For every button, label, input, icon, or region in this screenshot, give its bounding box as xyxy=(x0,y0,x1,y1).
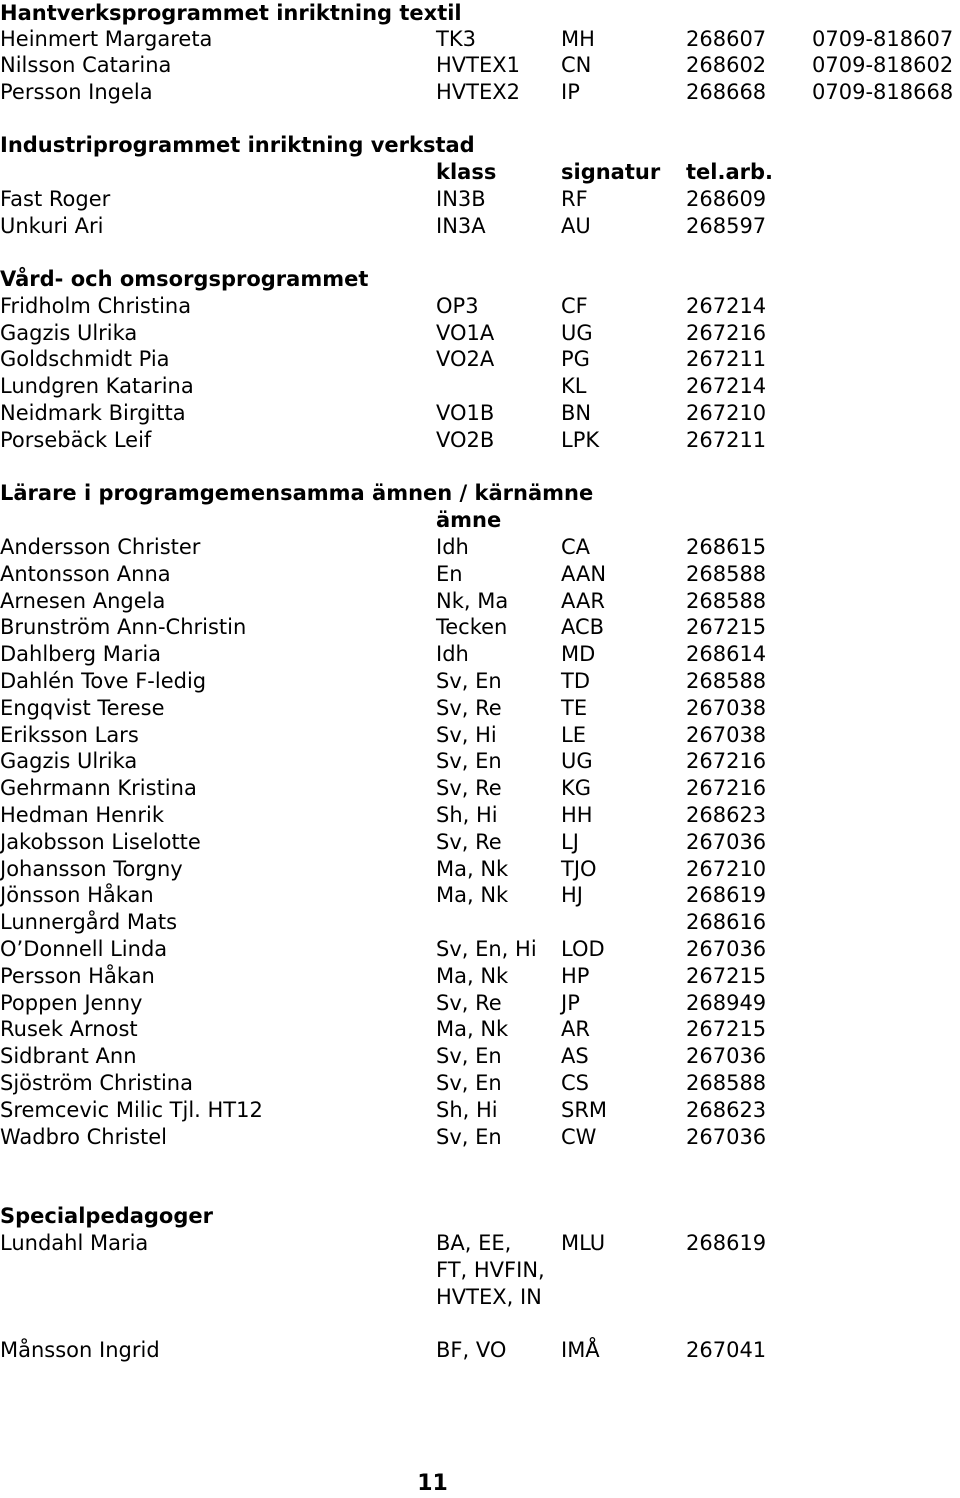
phone-work: 268623 xyxy=(686,1098,767,1122)
phone-work: 268588 xyxy=(686,669,767,693)
class-or-subject: Ma, Nk xyxy=(436,883,509,907)
column-headers xyxy=(0,159,960,186)
class-or-subject: OP3 xyxy=(436,294,479,318)
class-or-subject: Ma, Nk xyxy=(436,1017,509,1041)
section-title xyxy=(0,0,960,27)
table-row xyxy=(0,829,960,856)
class-or-subject: VO2B xyxy=(436,428,495,452)
phone-work: 268668 xyxy=(686,80,767,104)
section-title xyxy=(0,1203,960,1230)
person-name: Wadbro Christel xyxy=(0,1125,168,1149)
person-name: Sidbrant Ann xyxy=(0,1044,137,1068)
signature: JP xyxy=(561,991,580,1015)
table-row xyxy=(0,936,960,963)
class-or-subject: Sv, En xyxy=(436,1125,502,1149)
phone-work: 267215 xyxy=(686,1017,767,1041)
phone-mobile: 0709-818602 xyxy=(812,53,954,77)
table-row xyxy=(0,1043,960,1070)
phone-work: 267214 xyxy=(686,374,767,398)
person-name: Persson Håkan xyxy=(0,964,155,988)
person-name: Engqvist Terese xyxy=(0,696,165,720)
phone-work: 268619 xyxy=(686,883,767,907)
phone-work: 267214 xyxy=(686,294,767,318)
class-or-subject: HVTEX, IN xyxy=(436,1285,542,1309)
signature: ACB xyxy=(561,615,605,639)
section-title-text: Hantverksprogrammet inriktning textil xyxy=(0,1,462,25)
person-name: Jönsson Håkan xyxy=(0,883,154,907)
signature: IMÅ xyxy=(561,1338,600,1362)
person-name: Unkuri Ari xyxy=(0,214,104,238)
signature: HP xyxy=(561,964,590,988)
phone-work: 267216 xyxy=(686,776,767,800)
person-name: Hedman Henrik xyxy=(0,803,165,827)
section-title-text: Industriprogrammet inriktning verkstad xyxy=(0,133,475,157)
person-name: Porsebäck Leif xyxy=(0,428,152,452)
table-row xyxy=(0,1124,960,1151)
phone-work: 267210 xyxy=(686,401,767,425)
table-row xyxy=(0,293,960,320)
person-name: Sjöström Christina xyxy=(0,1071,193,1095)
person-name: Antonsson Anna xyxy=(0,562,171,586)
signature: AAN xyxy=(561,562,607,586)
table-row xyxy=(0,588,960,615)
table-row xyxy=(0,79,960,106)
person-name: Andersson Christer xyxy=(0,535,201,559)
column-header-class-or-subject: ämne xyxy=(436,508,502,532)
section-title xyxy=(0,266,960,293)
class-or-subject: Sv, Re xyxy=(436,991,502,1015)
section-title-text: Vård- och omsorgsprogrammet xyxy=(0,267,369,291)
signature: AAR xyxy=(561,589,605,613)
phone-work: 267038 xyxy=(686,696,767,720)
table-row xyxy=(0,1070,960,1097)
signature: CN xyxy=(561,53,592,77)
table-row xyxy=(0,1284,960,1311)
person-name: Gagzis Ulrika xyxy=(0,321,138,345)
phone-work: 267041 xyxy=(686,1338,767,1362)
person-name: Goldschmidt Pia xyxy=(0,347,170,371)
phone-mobile: 0709-818668 xyxy=(812,80,954,104)
signature: HH xyxy=(561,803,593,827)
person-name: Eriksson Lars xyxy=(0,723,139,747)
table-row xyxy=(0,882,960,909)
class-or-subject: Tecken xyxy=(436,615,508,639)
class-or-subject: Sv, Re xyxy=(436,696,502,720)
section-title-text: Specialpedagoger xyxy=(0,1204,213,1228)
class-or-subject: HVTEX1 xyxy=(436,53,520,77)
phone-work: 267211 xyxy=(686,347,767,371)
signature: RF xyxy=(561,187,588,211)
table-row xyxy=(0,775,960,802)
table-row xyxy=(0,802,960,829)
signature: MH xyxy=(561,27,595,51)
signature: BN xyxy=(561,401,592,425)
table-row xyxy=(0,1097,960,1124)
phone-work: 267216 xyxy=(686,749,767,773)
phone-work: 268615 xyxy=(686,535,767,559)
phone-work: 267036 xyxy=(686,937,767,961)
signature: MLU xyxy=(561,1231,606,1255)
phone-work: 267215 xyxy=(686,615,767,639)
signature: TJO xyxy=(561,857,597,881)
person-name: Sremcevic Milic Tjl. HT12 xyxy=(0,1098,263,1122)
signature: SRM xyxy=(561,1098,608,1122)
phone-work: 268602 xyxy=(686,53,767,77)
table-row xyxy=(0,1337,960,1364)
class-or-subject: Ma, Nk xyxy=(436,964,509,988)
table-row xyxy=(0,346,960,373)
signature: CW xyxy=(561,1125,597,1149)
person-name: Neidmark Birgitta xyxy=(0,401,186,425)
table-row xyxy=(0,427,960,454)
table-row xyxy=(0,963,960,990)
phone-work: 268609 xyxy=(686,187,767,211)
signature: AR xyxy=(561,1017,590,1041)
table-row xyxy=(0,400,960,427)
person-name: Arnesen Angela xyxy=(0,589,166,613)
column-header-signature: signatur xyxy=(561,160,661,184)
person-name: Dahlén Tove F-ledig xyxy=(0,669,207,693)
phone-work: 268597 xyxy=(686,214,767,238)
signature: CS xyxy=(561,1071,589,1095)
signature: MD xyxy=(561,642,596,666)
person-name: Gehrmann Kristina xyxy=(0,776,197,800)
signature: IP xyxy=(561,80,580,104)
phone-work: 268588 xyxy=(686,562,767,586)
section-title xyxy=(0,480,960,507)
table-row xyxy=(0,561,960,588)
class-or-subject: Sv, En xyxy=(436,669,502,693)
column-header-phone-work: tel.arb. xyxy=(686,160,773,184)
person-name: Gagzis Ulrika xyxy=(0,749,138,773)
phone-work: 267216 xyxy=(686,321,767,345)
table-row xyxy=(0,320,960,347)
table-row xyxy=(0,614,960,641)
column-headers xyxy=(0,507,960,534)
table-row xyxy=(0,748,960,775)
class-or-subject: Sv, En, Hi xyxy=(436,937,537,961)
page-number: 11 xyxy=(417,1471,448,1496)
phone-work: 267036 xyxy=(686,830,767,854)
class-or-subject: Sv, Re xyxy=(436,830,502,854)
class-or-subject: Ma, Nk xyxy=(436,857,509,881)
phone-mobile: 0709-818607 xyxy=(812,27,954,51)
person-name: Brunström Ann-Christin xyxy=(0,615,247,639)
class-or-subject: Nk, Ma xyxy=(436,589,509,613)
table-row xyxy=(0,990,960,1017)
class-or-subject: Sv, En xyxy=(436,1044,502,1068)
signature: KG xyxy=(561,776,592,800)
person-name: Rusek Arnost xyxy=(0,1017,138,1041)
signature: LPK xyxy=(561,428,600,452)
phone-work: 267215 xyxy=(686,964,767,988)
signature: CF xyxy=(561,294,588,318)
person-name: Persson Ingela xyxy=(0,80,153,104)
signature: CA xyxy=(561,535,591,559)
phone-work: 268588 xyxy=(686,589,767,613)
class-or-subject: Sv, Hi xyxy=(436,723,497,747)
class-or-subject: Idh xyxy=(436,642,469,666)
class-or-subject: HVTEX2 xyxy=(436,80,520,104)
person-name: Lunnergård Mats xyxy=(0,910,178,934)
table-row xyxy=(0,722,960,749)
signature: LE xyxy=(561,723,586,747)
phone-work: 267036 xyxy=(686,1125,767,1149)
person-name: O’Donnell Linda xyxy=(0,937,168,961)
class-or-subject: BF, VO xyxy=(436,1338,507,1362)
signature: UG xyxy=(561,749,593,773)
phone-work: 267211 xyxy=(686,428,767,452)
signature: TE xyxy=(561,696,588,720)
person-name: Jakobsson Liselotte xyxy=(0,830,201,854)
class-or-subject: VO1B xyxy=(436,401,495,425)
signature: KL xyxy=(561,374,587,398)
table-row xyxy=(0,641,960,668)
class-or-subject: VO2A xyxy=(436,347,495,371)
signature: LJ xyxy=(561,830,579,854)
table-row xyxy=(0,668,960,695)
class-or-subject: Idh xyxy=(436,535,469,559)
signature: PG xyxy=(561,347,590,371)
table-row xyxy=(0,373,960,400)
class-or-subject: Sh, Hi xyxy=(436,803,498,827)
class-or-subject: En xyxy=(436,562,463,586)
table-row xyxy=(0,534,960,561)
phone-work: 268619 xyxy=(686,1231,767,1255)
class-or-subject: Sv, Re xyxy=(436,776,502,800)
phone-work: 268616 xyxy=(686,910,767,934)
table-row xyxy=(0,1230,960,1257)
table-row xyxy=(0,856,960,883)
table-row xyxy=(0,909,960,936)
person-name: Poppen Jenny xyxy=(0,991,143,1015)
phone-work: 267036 xyxy=(686,1044,767,1068)
person-name: Heinmert Margareta xyxy=(0,27,213,51)
class-or-subject: BA, EE, xyxy=(436,1231,512,1255)
table-row xyxy=(0,695,960,722)
signature: AU xyxy=(561,214,591,238)
class-or-subject: FT, HVFIN, xyxy=(436,1258,545,1282)
person-name: Fast Roger xyxy=(0,187,111,211)
table-row xyxy=(0,186,960,213)
class-or-subject: Sv, En xyxy=(436,749,502,773)
table-row xyxy=(0,213,960,240)
person-name: Lundahl Maria xyxy=(0,1231,149,1255)
phone-work: 268588 xyxy=(686,1071,767,1095)
table-row xyxy=(0,52,960,79)
table-row xyxy=(0,26,960,53)
class-or-subject: Sv, En xyxy=(436,1071,502,1095)
signature: HJ xyxy=(561,883,583,907)
class-or-subject: IN3A xyxy=(436,214,486,238)
phone-work: 268607 xyxy=(686,27,767,51)
class-or-subject: VO1A xyxy=(436,321,495,345)
signature: LOD xyxy=(561,937,605,961)
signature: AS xyxy=(561,1044,589,1068)
person-name: Månsson Ingrid xyxy=(0,1338,160,1362)
signature: UG xyxy=(561,321,593,345)
column-header-class-or-subject: klass xyxy=(436,160,497,184)
phone-work: 268623 xyxy=(686,803,767,827)
table-row xyxy=(0,1016,960,1043)
section-title xyxy=(0,132,960,159)
phone-work: 268614 xyxy=(686,642,767,666)
person-name: Nilsson Catarina xyxy=(0,53,172,77)
person-name: Fridholm Christina xyxy=(0,294,192,318)
class-or-subject: IN3B xyxy=(436,187,486,211)
section-title-text: Lärare i programgemensamma ämnen / kärnämne xyxy=(0,481,594,505)
signature: TD xyxy=(561,669,590,693)
phone-work: 267038 xyxy=(686,723,767,747)
person-name: Johansson Torgny xyxy=(0,857,183,881)
person-name: Dahlberg Maria xyxy=(0,642,162,666)
phone-work: 268949 xyxy=(686,991,767,1015)
class-or-subject: Sh, Hi xyxy=(436,1098,498,1122)
class-or-subject: TK3 xyxy=(436,27,476,51)
table-row xyxy=(0,1257,960,1284)
phone-work: 267210 xyxy=(686,857,767,881)
person-name: Lundgren Katarina xyxy=(0,374,194,398)
